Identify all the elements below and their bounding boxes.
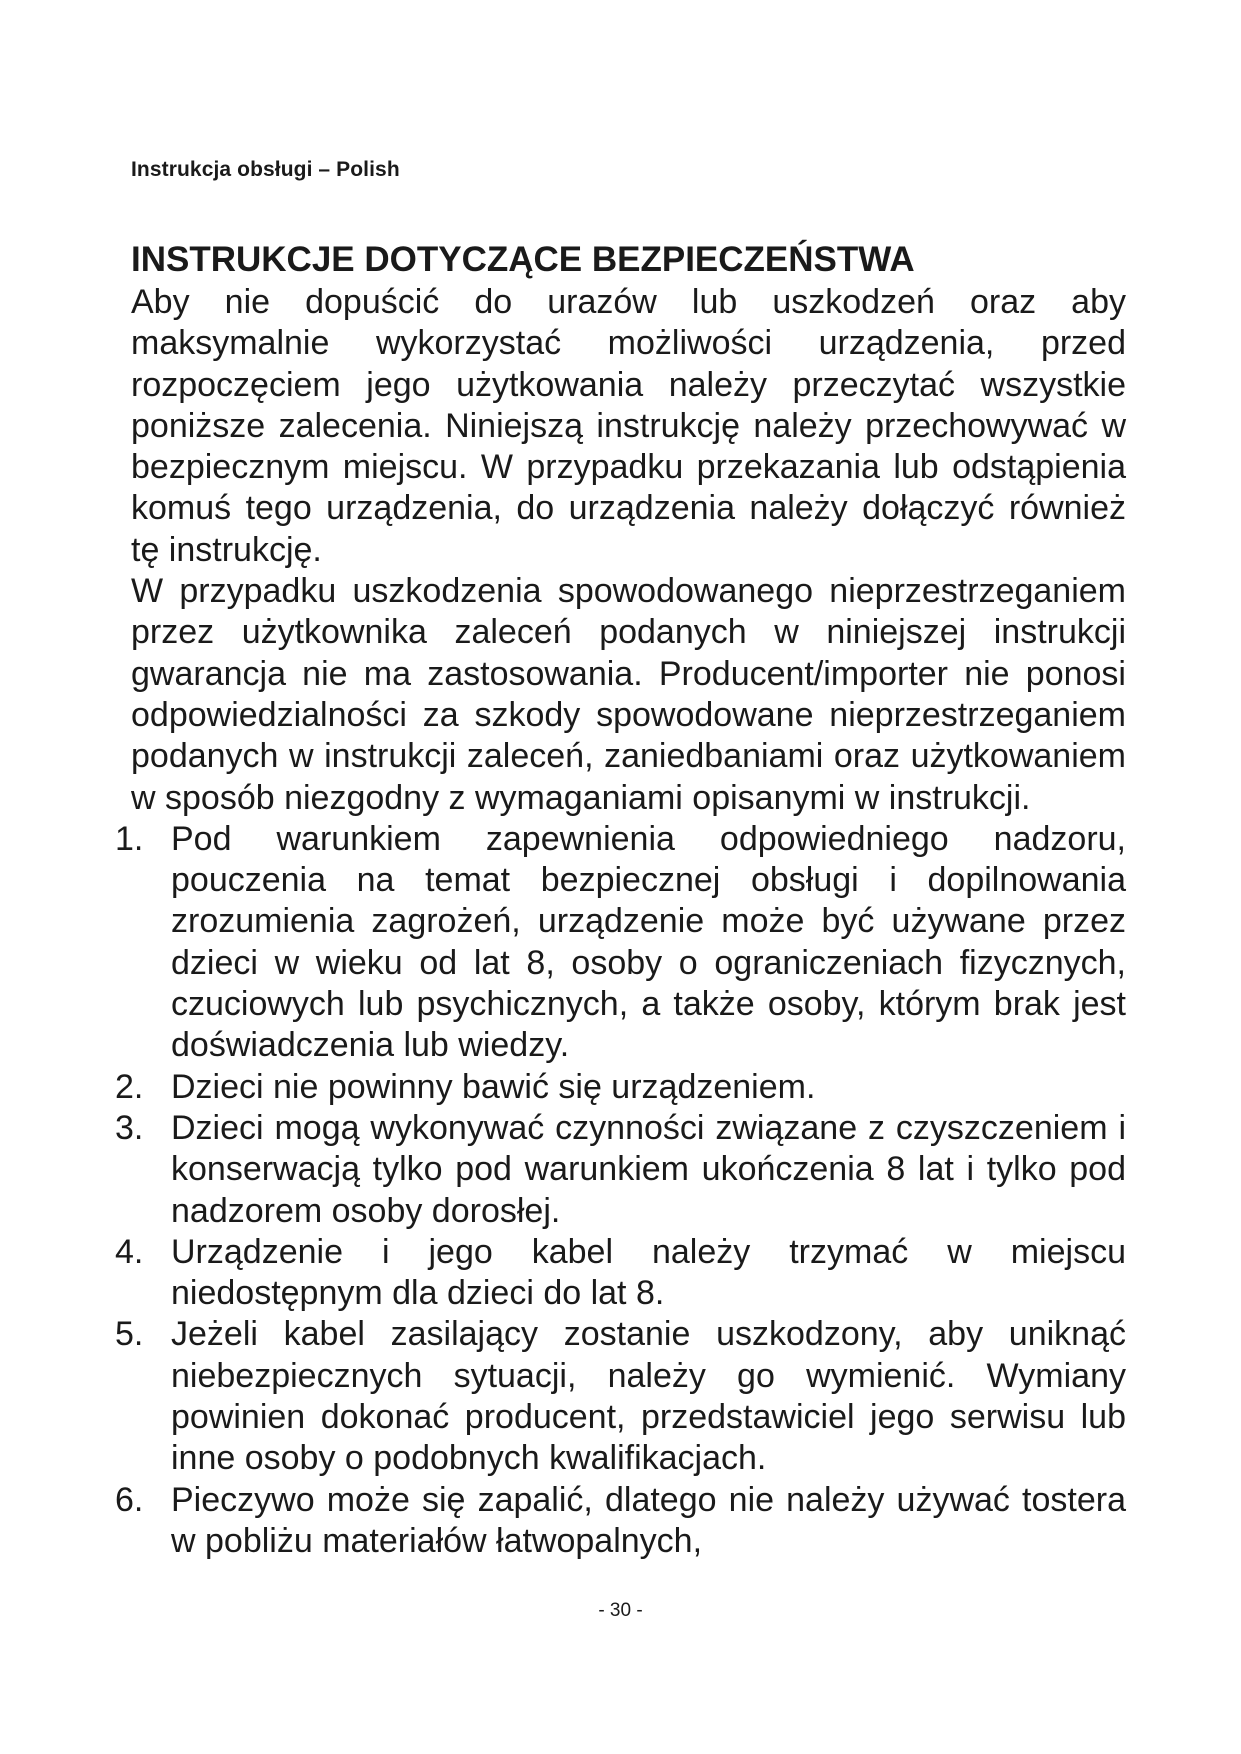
list-item-number: 6.: [115, 1480, 144, 1519]
page-number: - 30 -: [598, 1600, 643, 1621]
main-content: [115, 238, 1126, 1562]
list-item-text: Pieczywo może się zapalić, dlatego nie należy używać tostera w pobliżu materiałów łatwopalnych,: [171, 1480, 1126, 1560]
list-item-text: Dzieci mogą wykonywać czynności związane z czyszczeniem i konserwacją tylko pod warunkiem ukończenia 8 lat i tylko pod nadzorem osoby dorosłej.: [171, 1108, 1126, 1230]
list-item-number: 4.: [115, 1232, 144, 1271]
intro-paragraph: Aby nie dopuścić do urazów lub uszkodzeń oraz aby maksymalnie wykorzystać możliwości urządzenia, przed rozpoczęciem jego użytkowania należy przeczytać wszystkie poniższe zalecenia. Niniejszą instrukcję należy przechowywać w bezpiecznym miejscu. W przypadku przekazania lub odstąpienia komuś tego urządzenia, do urządzenia należy dołączyć również tę instrukcję.: [131, 283, 1126, 569]
list-item-number: 2.: [115, 1067, 144, 1106]
list-item: [115, 1480, 1126, 1563]
list-item-text: Dzieci nie powinny bawić się urządzeniem.: [171, 1067, 816, 1106]
list-item: [115, 1067, 1126, 1108]
list-item: [115, 1108, 1126, 1232]
list-item-text: Pod warunkiem zapewnienia odpowiedniego nadzoru, pouczenia na temat bezpiecznej obsługi i dopilnowania zrozumienia zagrożeń, urządzenie może być używane przez dzieci w wieku od lat 8, osoby o ograniczeniach fizycznych, czuciowych lub psychicznych, a także osoby, którym brak jest doświadczenia lub wiedzy.: [171, 819, 1126, 1065]
safety-list: [115, 819, 1126, 1562]
list-item: [115, 819, 1126, 1067]
list-item-number: 3.: [115, 1108, 144, 1147]
list-item: [115, 1232, 1126, 1315]
list-item-number: 5.: [115, 1315, 144, 1354]
list-item-number: 1.: [115, 819, 144, 858]
list-item-text: Urządzenie i jego kabel należy trzymać w miejscu niedostępnym dla dzieci do lat 8.: [171, 1232, 1126, 1313]
running-header: Instrukcja obsługi – Polish: [131, 158, 400, 181]
warranty-paragraph: W przypadku uszkodzenia spowodowanego nieprzestrzeganiem przez użytkownika zaleceń podanych w niniejszej instrukcji gwarancja nie ma zastosowania. Producent/importer nie ponosi odpowiedzialności za szkody spowodowane nieprzestrzeganiem podanych w instrukcji zaleceń, zaniedbaniami oraz użytkowaniem w sposób niezgodny z wymaganiami opisanymi w instrukcji.: [131, 572, 1126, 817]
section-title: INSTRUKCJE DOTYCZĄCE BEZPIECZEŃSTWA: [131, 240, 915, 279]
list-item-text: Jeżeli kabel zasilający zostanie uszkodzony, aby uniknąć niebezpiecznych sytuacji, należy go wymienić. Wymiany powinien dokonać producent, przedstawiciel jego serwisu lub inne osoby o podobnych kwalifikacjach.: [171, 1315, 1126, 1478]
list-item: [115, 1314, 1126, 1479]
